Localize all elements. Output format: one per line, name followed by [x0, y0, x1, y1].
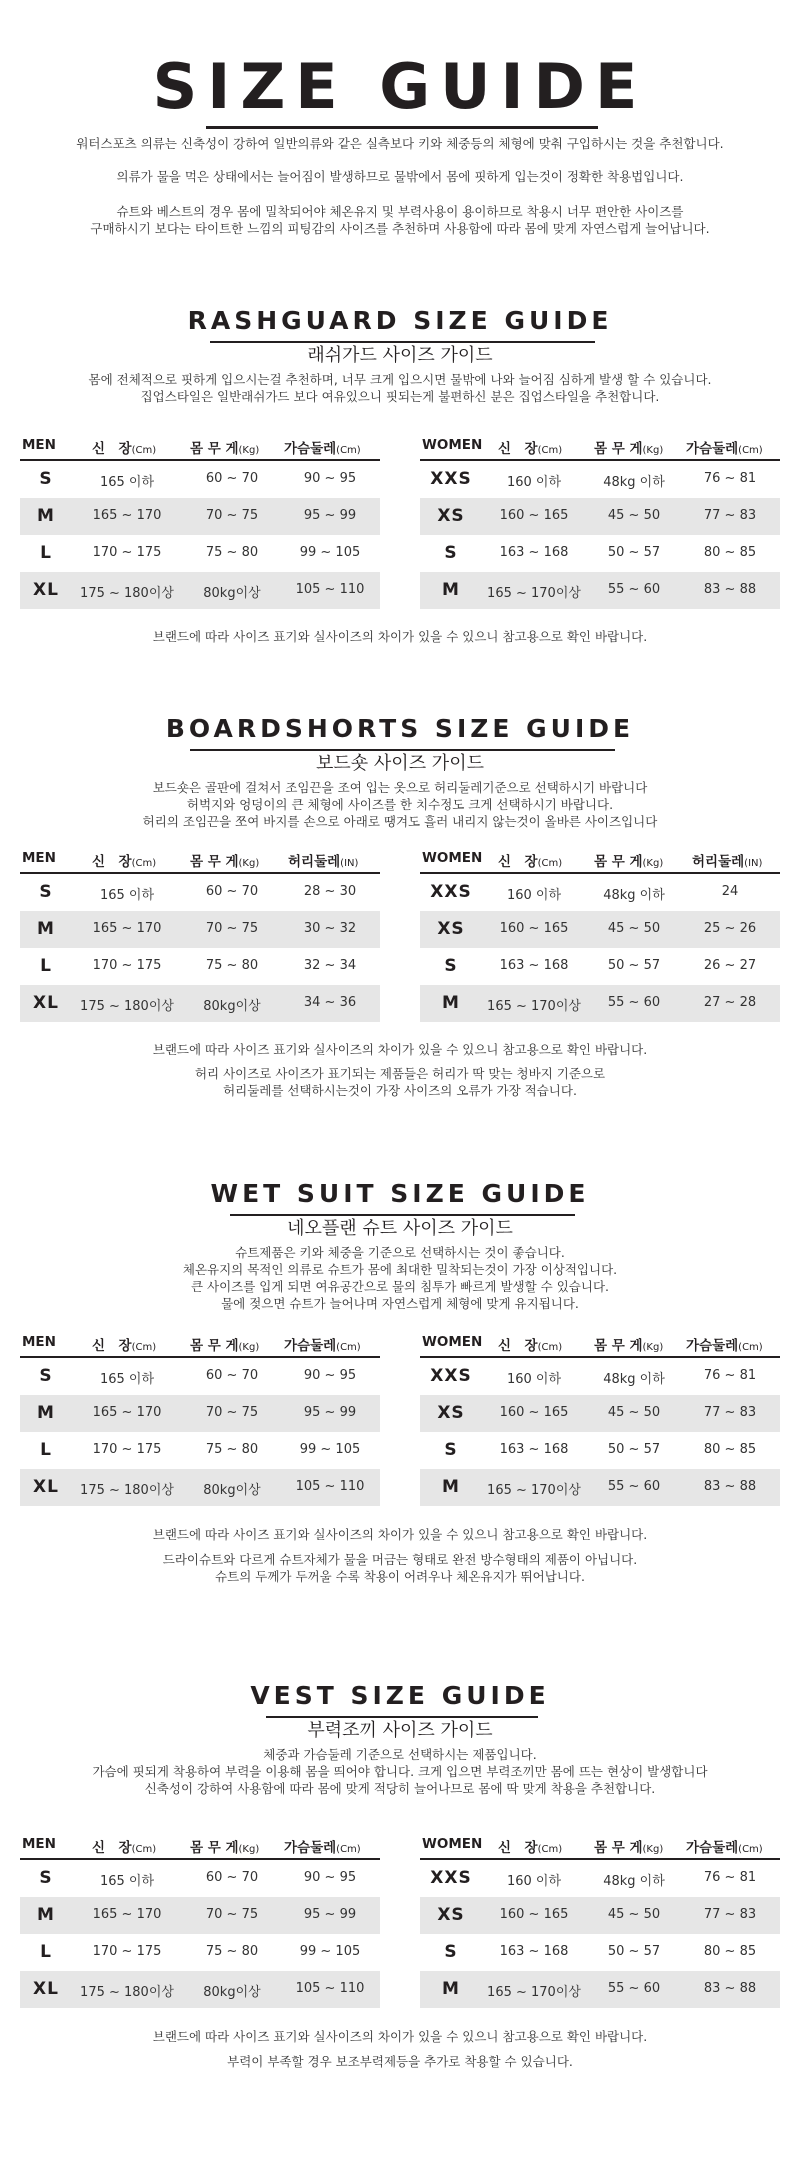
- section-desc-line: 허리의 조임끈을 쪼여 바지를 손으로 아래로 땡겨도 흘러 내리지 않는것이 올바른 사이즈입니다: [142, 814, 658, 829]
- weight-cell: 48kg 이하: [603, 888, 665, 903]
- size-cell: S: [444, 1440, 458, 1460]
- col-unit: (Kg): [642, 1844, 664, 1855]
- height-cell: 165 이하: [99, 888, 155, 903]
- men-size-table: [20, 846, 380, 1022]
- size-cell: XXS: [430, 882, 472, 902]
- weight-cell: 50 ~ 57: [607, 545, 661, 560]
- section-desc-line: 물에 젖으면 슈트가 늘어나며 자연스럽게 체형에 맞게 유지됩니다.: [221, 1296, 579, 1311]
- weight-cell: 75 ~ 80: [205, 545, 259, 560]
- section-note: 브랜드에 따라 사이즈 표기와 실사이즈의 차이가 있을 수 있으니 참고용으로 확인 바랍니다.: [152, 1042, 648, 1057]
- col-unit: (Kg): [642, 858, 664, 869]
- col-unit: (Cm): [131, 445, 157, 456]
- measure-cell: 83 ~ 88: [703, 582, 757, 597]
- height-cell: 160 ~ 165: [499, 508, 569, 523]
- table-header: [420, 433, 780, 461]
- wetsuit-section: [0, 1178, 800, 1598]
- size-cell: XS: [437, 506, 465, 526]
- table-row: [420, 948, 780, 985]
- size-cell: L: [40, 1942, 52, 1962]
- size-cell: XXS: [430, 1366, 472, 1386]
- col-unit: (Kg): [238, 858, 260, 869]
- height-cell: 163 ~ 168: [499, 1442, 569, 1457]
- size-cell: S: [444, 1942, 458, 1962]
- measure-cell: 90 ~ 95: [303, 1368, 357, 1383]
- measure-cell: 105 ~ 110: [295, 1981, 365, 1996]
- table-header: [20, 1330, 380, 1358]
- table-row: [420, 1469, 780, 1506]
- measure-cell: 28 ~ 30: [303, 884, 357, 899]
- section-desc-line: 신축성이 강하여 사용함에 따라 몸에 맞게 적당히 늘어나므로 몸에 딱 맞게 착용을 추천합니다.: [144, 1781, 656, 1796]
- size-cell: M: [442, 1477, 460, 1497]
- weight-cell: 60 ~ 70: [205, 884, 259, 899]
- men-size-table: [20, 1330, 380, 1506]
- size-cell: S: [39, 882, 53, 902]
- section-note: 슈트의 두께가 두꺼울 수록 착용이 어려우나 체온유지가 뛰어납니다.: [215, 1569, 585, 1584]
- weight-cell: 70 ~ 75: [205, 1907, 259, 1922]
- section-note: 허리둘레를 선택하시는것이 가장 사이즈의 오류가 가장 적습니다.: [223, 1083, 577, 1098]
- section-desc-line: 집업스타일은 일반래쉬가드 보다 여유있으니 핏되는게 불편하신 분은 집업스타일을 추천합니다.: [140, 389, 660, 404]
- section-subtitle: 부력조끼 사이즈 가이드: [307, 1720, 493, 1741]
- table-row: [20, 985, 380, 1022]
- size-cell: S: [39, 1366, 53, 1386]
- weight-cell: 80kg이상: [203, 586, 261, 601]
- col-height: 신 장: [92, 441, 132, 457]
- section-desc-line: 보드숏은 골판에 걸쳐서 조임끈을 조여 입는 옷으로 허리둘레기준으로 선택하시기 바랍니다: [152, 780, 648, 795]
- size-cell: XXS: [430, 1868, 472, 1888]
- weight-cell: 60 ~ 70: [205, 1870, 259, 1885]
- measure-cell: 90 ~ 95: [303, 1870, 357, 1885]
- measure-cell: 105 ~ 110: [295, 582, 365, 597]
- col-unit: (Cm): [336, 1342, 361, 1353]
- height-cell: 170 ~ 175: [92, 545, 162, 560]
- table-row: [420, 535, 780, 572]
- section-title: RASHGUARD SIZE GUIDE: [187, 306, 613, 335]
- gender-label: MEN: [22, 1836, 56, 1852]
- boardshorts-section: [0, 713, 800, 1113]
- table-row: [20, 948, 380, 985]
- table-row: [20, 535, 380, 572]
- table-header: [20, 433, 380, 461]
- measure-cell: 105 ~ 110: [295, 1479, 365, 1494]
- height-cell: 165 ~ 170: [92, 1405, 162, 1420]
- weight-cell: 50 ~ 57: [607, 1442, 661, 1457]
- table-row: [20, 1432, 380, 1469]
- col-measure: 가슴둘레: [686, 1840, 739, 1856]
- measure-cell: 83 ~ 88: [703, 1981, 757, 1996]
- size-cell: S: [444, 956, 458, 976]
- intro-line: 슈트와 베스트의 경우 몸에 밀착되어야 체온유지 및 부력사용이 용이하므로 착용시 너무 편안한 사이즈를: [116, 204, 684, 219]
- table-row: [420, 461, 780, 498]
- measure-cell: 76 ~ 81: [703, 471, 757, 486]
- col-measure: 가슴둘레: [284, 1338, 337, 1354]
- measure-cell: 95 ~ 99: [303, 508, 357, 523]
- weight-cell: 45 ~ 50: [607, 508, 661, 523]
- measure-cell: 26 ~ 27: [703, 958, 757, 973]
- measure-cell: 30 ~ 32: [303, 921, 357, 936]
- table-row: [20, 1358, 380, 1395]
- size-cell: L: [40, 543, 52, 563]
- gender-label: MEN: [22, 850, 56, 866]
- size-cell: XL: [33, 1979, 59, 1999]
- page-title: SIZE GUIDE: [152, 50, 648, 123]
- col-measure: 허리둘레: [692, 854, 745, 870]
- section-note: 허리 사이즈로 사이즈가 표기되는 제품들은 허리가 딱 맞는 청바지 기준으로: [194, 1066, 606, 1081]
- col-unit: (IN): [744, 858, 763, 869]
- size-cell: XL: [33, 580, 59, 600]
- weight-cell: 80kg이상: [203, 1483, 261, 1498]
- weight-cell: 75 ~ 80: [205, 958, 259, 973]
- col-height: 신 장: [92, 1840, 132, 1856]
- size-cell: M: [442, 580, 460, 600]
- table-row: [20, 498, 380, 535]
- weight-cell: 45 ~ 50: [607, 1405, 661, 1420]
- height-cell: 165 ~ 170이상: [487, 1483, 581, 1498]
- height-cell: 160 ~ 165: [499, 921, 569, 936]
- height-cell: 160 ~ 165: [499, 1405, 569, 1420]
- size-cell: L: [40, 1440, 52, 1460]
- table-header: [420, 1330, 780, 1358]
- height-cell: 165 이하: [99, 475, 155, 490]
- weight-cell: 75 ~ 80: [205, 1442, 259, 1457]
- size-cell: XS: [437, 919, 465, 939]
- col-unit: (Kg): [238, 445, 260, 456]
- weight-cell: 70 ~ 75: [205, 921, 259, 936]
- weight-cell: 50 ~ 57: [607, 958, 661, 973]
- size-cell: XS: [437, 1403, 465, 1423]
- gender-label: MEN: [22, 1334, 56, 1350]
- size-cell: M: [37, 506, 55, 526]
- section-title: VEST SIZE GUIDE: [250, 1681, 550, 1710]
- table-row: [420, 985, 780, 1022]
- col-unit: (Cm): [537, 858, 563, 869]
- weight-cell: 60 ~ 70: [205, 1368, 259, 1383]
- size-cell: M: [37, 919, 55, 939]
- col-measure: 가슴둘레: [686, 441, 739, 457]
- gender-label: WOMEN: [422, 437, 483, 453]
- weight-cell: 80kg이상: [203, 999, 261, 1014]
- height-cell: 163 ~ 168: [499, 1944, 569, 1959]
- weight-cell: 45 ~ 50: [607, 921, 661, 936]
- col-unit: (Cm): [738, 1844, 763, 1855]
- weight-cell: 55 ~ 60: [607, 1479, 661, 1494]
- intro-line: 워터스포츠 의류는 신축성이 강하여 일반의류와 같은 실측보다 키와 체중등의 체형에 맞춰 구입하시는 것을 추천합니다.: [76, 136, 724, 151]
- col-unit: (Kg): [642, 1342, 664, 1353]
- weight-cell: 55 ~ 60: [607, 582, 661, 597]
- col-unit: (Cm): [738, 445, 763, 456]
- height-cell: 165 ~ 170이상: [487, 1985, 581, 2000]
- height-cell: 165 ~ 170: [92, 921, 162, 936]
- col-unit: (Cm): [537, 1844, 563, 1855]
- section-desc-line: 허벅지와 엉덩이의 큰 체형에 사이즈를 한 치수정도 크게 선택하시기 바랍니다.: [186, 797, 614, 812]
- height-cell: 165 ~ 170이상: [487, 586, 581, 601]
- measure-cell: 80 ~ 85: [703, 1944, 757, 1959]
- col-unit: (Cm): [336, 445, 361, 456]
- table-row: [420, 911, 780, 948]
- height-cell: 165 ~ 170이상: [487, 999, 581, 1014]
- col-measure: 가슴둘레: [284, 1840, 337, 1856]
- section-note: 브랜드에 따라 사이즈 표기와 실사이즈의 차이가 있을 수 있으니 참고용으로 확인 바랍니다.: [152, 1527, 648, 1542]
- measure-cell: 77 ~ 83: [703, 508, 757, 523]
- col-weight: 몸 무 게: [190, 854, 239, 870]
- col-weight: 몸 무 게: [190, 1840, 239, 1856]
- measure-cell: 83 ~ 88: [703, 1479, 757, 1494]
- measure-cell: 27 ~ 28: [703, 995, 757, 1010]
- size-cell: S: [444, 543, 458, 563]
- col-unit: (Cm): [537, 1342, 563, 1353]
- measure-cell: 95 ~ 99: [303, 1907, 357, 1922]
- table-row: [20, 1971, 380, 2008]
- table-header: [420, 1832, 780, 1860]
- table-header: [420, 846, 780, 874]
- height-cell: 160 이하: [506, 1874, 562, 1889]
- col-unit: (Cm): [131, 1844, 157, 1855]
- intro-line: 구매하시기 보다는 타이트한 느낌의 피팅감의 사이즈를 추천하며 사용함에 따라 몸에 맞게 자연스럽게 늘어납니다.: [90, 221, 710, 236]
- height-cell: 175 ~ 180이상: [80, 1985, 174, 2000]
- weight-cell: 48kg 이하: [603, 1874, 665, 1889]
- height-cell: 163 ~ 168: [499, 545, 569, 560]
- size-cell: M: [442, 993, 460, 1013]
- size-cell: XXS: [430, 469, 472, 489]
- measure-cell: 77 ~ 83: [703, 1405, 757, 1420]
- measure-cell: 80 ~ 85: [703, 545, 757, 560]
- height-cell: 163 ~ 168: [499, 958, 569, 973]
- height-cell: 160 이하: [506, 1372, 562, 1387]
- col-weight: 몸 무 게: [594, 854, 643, 870]
- measure-cell: 34 ~ 36: [303, 995, 357, 1010]
- col-weight: 몸 무 게: [594, 1840, 643, 1856]
- size-cell: M: [37, 1403, 55, 1423]
- size-cell: S: [39, 469, 53, 489]
- section-desc-line: 슈트제품은 키와 체중을 기준으로 선택하시는 것이 좋습니다.: [235, 1245, 565, 1260]
- col-height: 신 장: [498, 854, 538, 870]
- col-unit: (Cm): [131, 1342, 157, 1353]
- gender-label: MEN: [22, 437, 56, 453]
- section-note: 부력이 부족할 경우 보조부력제등을 추가로 착용할 수 있습니다.: [227, 2054, 573, 2069]
- table-row: [420, 1358, 780, 1395]
- gender-label: WOMEN: [422, 850, 483, 866]
- size-cell: XL: [33, 993, 59, 1013]
- size-cell: M: [37, 1905, 55, 1925]
- size-cell: S: [39, 1868, 53, 1888]
- section-desc-line: 큰 사이즈를 입게 되면 여유공간으로 물의 침투가 빠르게 발생할 수 있습니다.: [190, 1279, 610, 1294]
- weight-cell: 50 ~ 57: [607, 1944, 661, 1959]
- measure-cell: 99 ~ 105: [299, 1442, 361, 1457]
- height-cell: 170 ~ 175: [92, 958, 162, 973]
- women-size-table: [420, 846, 780, 1022]
- weight-cell: 75 ~ 80: [205, 1944, 259, 1959]
- height-cell: 160 이하: [506, 888, 562, 903]
- table-row: [420, 874, 780, 911]
- section-title: BOARDSHORTS SIZE GUIDE: [165, 714, 635, 743]
- measure-cell: 90 ~ 95: [303, 471, 357, 486]
- col-unit: (Kg): [642, 445, 664, 456]
- col-height: 신 장: [498, 1840, 538, 1856]
- table-row: [420, 1934, 780, 1971]
- section-title: WET SUIT SIZE GUIDE: [210, 1179, 590, 1208]
- table-row: [20, 911, 380, 948]
- measure-cell: 32 ~ 34: [303, 958, 357, 973]
- women-size-table: [420, 433, 780, 609]
- section-desc-line: 가슴에 핏되게 착용하여 부력을 이용해 몸을 띄어야 합니다. 크게 입으면 부력조끼만 몸에 뜨는 현상이 발생합니다: [92, 1764, 708, 1779]
- col-height: 신 장: [498, 441, 538, 457]
- section-note: 브랜드에 따라 사이즈 표기와 실사이즈의 차이가 있을 수 있으니 참고용으로 확인 바랍니다.: [152, 2029, 648, 2044]
- col-height: 신 장: [92, 1338, 132, 1354]
- col-weight: 몸 무 게: [594, 441, 643, 457]
- section-subtitle: 보드숏 사이즈 가이드: [316, 753, 484, 774]
- height-cell: 160 이하: [506, 475, 562, 490]
- col-unit: (IN): [340, 858, 359, 869]
- col-height: 신 장: [498, 1338, 538, 1354]
- col-weight: 몸 무 게: [594, 1338, 643, 1354]
- size-cell: M: [442, 1979, 460, 1999]
- section-subtitle: 네오플랜 슈트 사이즈 가이드: [287, 1218, 513, 1239]
- col-unit: (Cm): [537, 445, 563, 456]
- table-row: [20, 1934, 380, 1971]
- weight-cell: 48kg 이하: [603, 475, 665, 490]
- rashguard-section: [0, 305, 800, 655]
- measure-cell: 99 ~ 105: [299, 545, 361, 560]
- measure-cell: 99 ~ 105: [299, 1944, 361, 1959]
- col-unit: (Cm): [738, 1342, 763, 1353]
- table-row: [420, 1971, 780, 2008]
- title-underline: [206, 126, 598, 129]
- measure-cell: 76 ~ 81: [703, 1870, 757, 1885]
- col-height: 신 장: [92, 854, 132, 870]
- measure-cell: 76 ~ 81: [703, 1368, 757, 1383]
- women-size-table: [420, 1832, 780, 2008]
- weight-cell: 55 ~ 60: [607, 995, 661, 1010]
- vest-section: [0, 1680, 800, 2080]
- table-row: [20, 1395, 380, 1432]
- col-unit: (Kg): [238, 1342, 260, 1353]
- table-row: [420, 1432, 780, 1469]
- measure-cell: 24: [721, 884, 739, 899]
- intro-line: 의류가 물을 먹은 상태에서는 늘어짐이 발생하므로 물밖에서 몸에 핏하게 입는것이 정확한 착용법입니다.: [116, 169, 684, 184]
- height-cell: 160 ~ 165: [499, 1907, 569, 1922]
- height-cell: 170 ~ 175: [92, 1944, 162, 1959]
- section-desc-line: 몸에 전체적으로 핏하게 입으시는걸 추천하며, 너무 크게 입으시면 물밖에 나와 늘어짐 심하게 발생 할 수 있습니다.: [88, 372, 712, 387]
- table-row: [420, 1897, 780, 1934]
- table-header: [20, 1832, 380, 1860]
- table-header: [20, 846, 380, 874]
- table-row: [20, 1860, 380, 1897]
- table-row: [20, 1469, 380, 1506]
- men-size-table: [20, 1832, 380, 2008]
- col-unit: (Cm): [336, 1844, 361, 1855]
- measure-cell: 95 ~ 99: [303, 1405, 357, 1420]
- section-desc-line: 체온유지의 목적인 의류로 슈트가 몸에 최대한 밀착되는것이 가장 이상적입니다.: [182, 1262, 618, 1277]
- table-row: [420, 1395, 780, 1432]
- height-cell: 165 이하: [99, 1874, 155, 1889]
- weight-cell: 70 ~ 75: [205, 1405, 259, 1420]
- col-unit: (Kg): [238, 1844, 260, 1855]
- col-weight: 몸 무 게: [190, 441, 239, 457]
- table-row: [20, 572, 380, 609]
- table-row: [420, 498, 780, 535]
- size-cell: XS: [437, 1905, 465, 1925]
- table-row: [420, 1860, 780, 1897]
- height-cell: 165 이하: [99, 1372, 155, 1387]
- col-measure: 허리둘레: [288, 854, 341, 870]
- height-cell: 165 ~ 170: [92, 1907, 162, 1922]
- col-weight: 몸 무 게: [190, 1338, 239, 1354]
- measure-cell: 77 ~ 83: [703, 1907, 757, 1922]
- height-cell: 175 ~ 180이상: [80, 999, 174, 1014]
- height-cell: 175 ~ 180이상: [80, 586, 174, 601]
- women-size-table: [420, 1330, 780, 1506]
- measure-cell: 80 ~ 85: [703, 1442, 757, 1457]
- weight-cell: 80kg이상: [203, 1985, 261, 2000]
- gender-label: WOMEN: [422, 1334, 483, 1350]
- weight-cell: 70 ~ 75: [205, 508, 259, 523]
- table-row: [20, 461, 380, 498]
- gender-label: WOMEN: [422, 1836, 483, 1852]
- weight-cell: 45 ~ 50: [607, 1907, 661, 1922]
- section-note: 브랜드에 따라 사이즈 표기와 실사이즈의 차이가 있을 수 있으니 참고용으로 확인 바랍니다.: [152, 629, 648, 644]
- col-unit: (Cm): [131, 858, 157, 869]
- col-measure: 가슴둘레: [686, 1338, 739, 1354]
- table-row: [20, 874, 380, 911]
- size-cell: XL: [33, 1477, 59, 1497]
- measure-cell: 25 ~ 26: [703, 921, 757, 936]
- weight-cell: 60 ~ 70: [205, 471, 259, 486]
- table-row: [20, 1897, 380, 1934]
- section-note: 드라이슈트와 다르게 슈트자체가 물을 머금는 형태로 완전 방수형태의 제품이 아닙니다.: [162, 1552, 638, 1567]
- section-subtitle: 래쉬가드 사이즈 가이드: [307, 345, 493, 366]
- weight-cell: 55 ~ 60: [607, 1981, 661, 1996]
- men-size-table: [20, 433, 380, 609]
- height-cell: 175 ~ 180이상: [80, 1483, 174, 1498]
- weight-cell: 48kg 이하: [603, 1372, 665, 1387]
- section-desc-line: 체중과 가슴둘레 기준으로 선택하시는 제품입니다.: [263, 1747, 537, 1762]
- height-cell: 170 ~ 175: [92, 1442, 162, 1457]
- table-row: [420, 572, 780, 609]
- height-cell: 165 ~ 170: [92, 508, 162, 523]
- size-cell: L: [40, 956, 52, 976]
- col-measure: 가슴둘레: [284, 441, 337, 457]
